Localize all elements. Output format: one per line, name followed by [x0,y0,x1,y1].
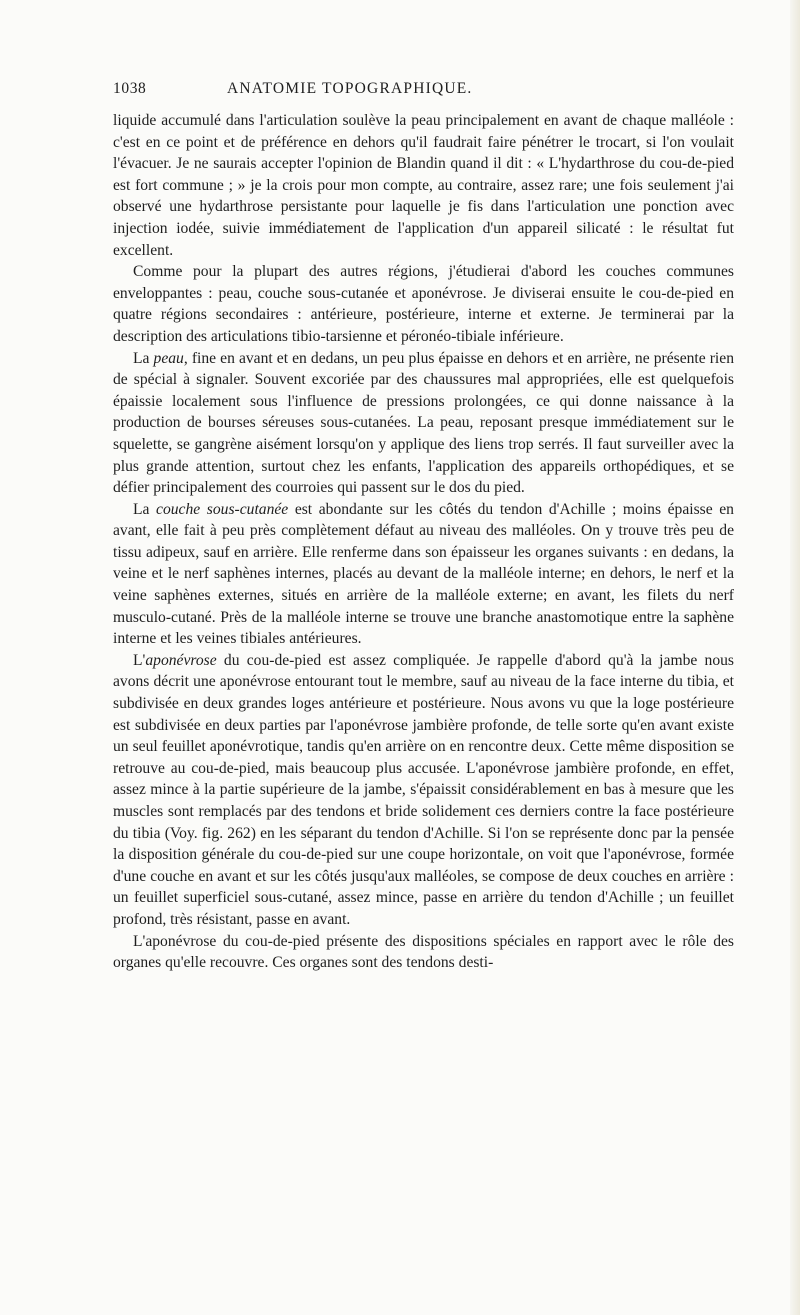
paragraph-term: couche sous-cutanée [156,500,289,518]
paragraph-lead: La [133,349,154,367]
paragraph-text: liquide accumulé dans l'articulation soulève la peau principalement en avant de chaque malléole : c'est en ce point et de préférence en dehors qu'il faudrait faire pénétrer le trocart, si l'on voulait l'évacuer. Je ne saurais accepter l'opinion de Blandin quand il dit : « L'hydarthrose du cou-de-pied est fort commune ; » je la crois pour mon compte, au contraire, assez rare; une fois seulement j'ai observé une hydarthrose persistante pour laquelle je fis dans l'articulation une ponction avec injection iodée, suivie immédiatement de l'application d'un appareil silicaté : le résultat fut excellent. [113,112,734,259]
paragraph-text: du cou-de-pied est assez compliquée. Je rappelle d'abord qu'à la jambe nous avons décrit une aponévrose entourant tout le membre, sauf au niveau de la face interne du tibia, et subdivisée en deux grandes loges antérieure et postérieure. Nous avons vu que la loge postérieure est subdivisée en deux parties par l'aponévrose jambière profonde, de telle sorte qu'en avant existe un seul feuillet aponévrotique, tandis qu'en arrière on en rencontre deux. Cette même disposition se retrouve au cou-de-pied, mais beaucoup plus accusée. L'aponévrose jambière profonde, en effet, assez mince à la partie supérieure de la jambe, s'épaissit considérablement en bas à mesure que les muscles sont remplacés par des tendons et bride solidement ces derniers contre la face postérieure du tibia (Voy. fig. 262) en les séparant du tendon d'Achille. Si l'on se représente donc par la pensée la disposition générale du cou-de-pied sur une coupe horizontale, on voit que l'aponévrose, formée d'une couche en avant et sur les côtés jusqu'aux malléoles, se compose de deux couches en arrière : un feuillet superficiel sous-cutané, assez mince, passe en arrière du tendon d'Achille ; un feuillet profond, très résistant, passe en avant. [113,651,734,928]
paragraph-lead: La [133,500,157,518]
paragraph-hydarthrose [113,110,734,261]
paragraph-text: Comme pour la plupart des autres régions, j'étudierai d'abord les couches communes enveloppantes : peau, couche sous-cutanée et aponévrose. Je diviserai ensuite le cou-de-pied en quatre régions secondaires : antérieure, postérieure, interne et externe. Je terminerai par la description des articulations tibio-tarsienne et péronéo-tibiale inférieure. [113,263,734,345]
paragraph-dispositions [113,931,734,974]
body-text [113,110,734,974]
paragraph-term: peau [153,349,184,367]
paragraph-text: , fine en avant et en dedans, un peu plus épaisse en dehors et en arrière, ne présente rien de spécial à signaler. Souvent excoriée par des chaussures mal appropriées, elle est quelquefois épaissie localement sous l'influence de pressions prolongées, ce qui donne naissance à la production de bourses séreuses sous-cutanées. La peau, reposant presque immédiatement sur le squelette, se gangrène aisément lorsqu'on y applique des liens trop serrés. Il faut surveiller avec la plus grande attention, surtout chez les enfants, l'application des appareils orthopédiques, et se défier principalement des courroies qui passent sur le dos du pied. [113,349,734,497]
running-header [113,80,735,102]
paragraph-peau [113,348,734,499]
page-edge-shadow [790,0,800,1315]
paragraph-couche-sous-cutanee [113,499,734,650]
paragraph-text: L'aponévrose du cou-de-pied présente des dispositions spéciales en rapport avec le rôle des organes qu'elle recouvre. Ces organes sont des tendons desti- [113,932,734,972]
paragraph-text: est abondante sur les côtés du tendon d'Achille ; moins épaisse en avant, elle fait à peu près complètement défaut au niveau des malléoles. On y trouve très peu de tissu adipeux, sauf en arrière. Elle renferme dans son épaisseur les organes suivants : en dedans, la veine et le nerf saphènes internes, placés au devant de la malléole interne; en dehors, le nerf et la veine saphènes externes, situés en arrière de la malléole externe; en avant, les filets du nerf musculo-cutané. Près de la malléole interne se trouve une branche anastomotique entre la saphène interne et les veines tibiales antérieures. [113,500,734,648]
paragraph-term: aponévrose [145,651,217,669]
page-number: 1038 [113,80,147,97]
paragraph-lead: L' [133,651,146,669]
running-title: ANATOMIE TOPOGRAPHIQUE. [227,80,473,97]
paragraph-aponevrose [113,650,734,931]
paragraph-plan [113,261,734,347]
